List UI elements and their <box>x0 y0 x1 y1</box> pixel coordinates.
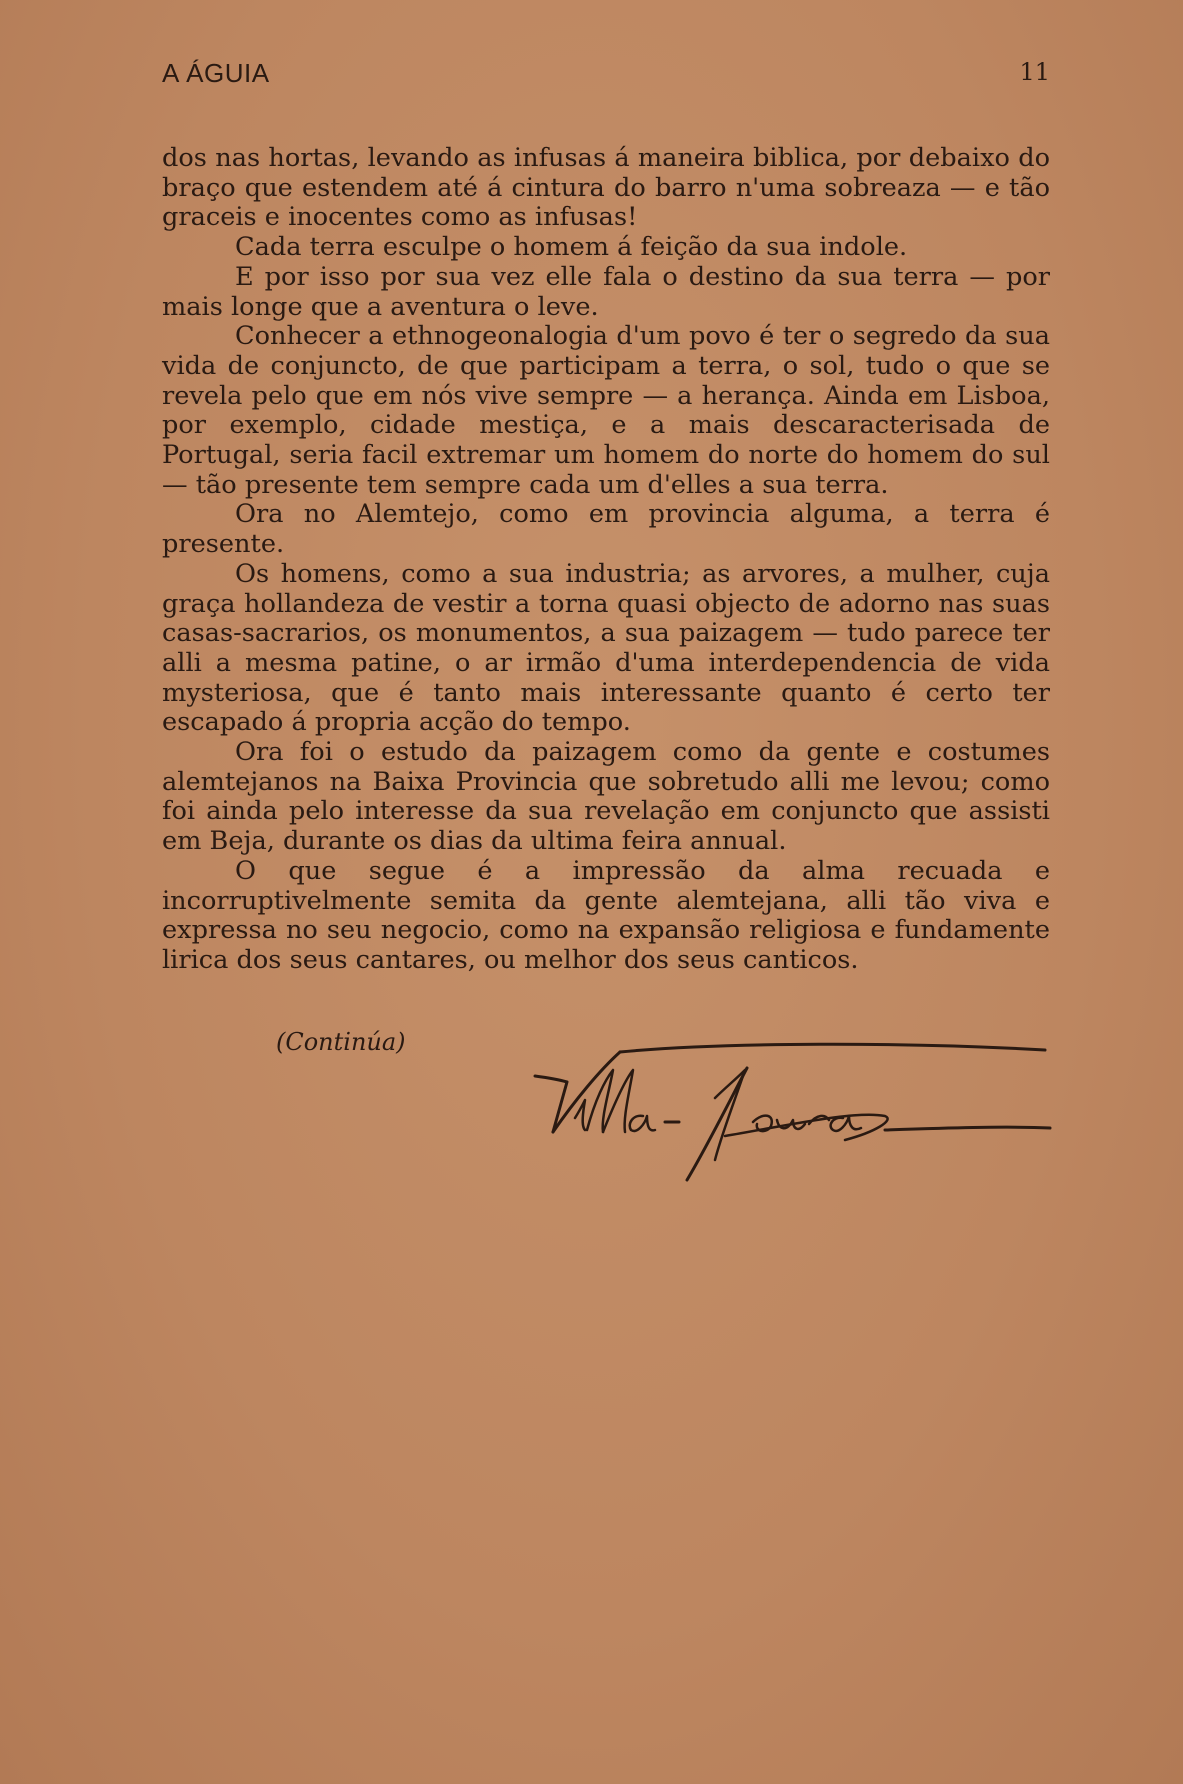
paragraph: dos nas hortas, levando as infusas á maneira biblica, por debaixo do braço que estendem até á cintura do barro n'uma sobreaza — e tão graceis e inocentes como as infusas! <box>162 143 1050 233</box>
handwritten-signature <box>525 1040 1055 1190</box>
paragraph: Conhecer a ethnogeonalogia d'um povo é ter o segredo da sua vida de conjuncto, de que participam a terra, o sol, tudo o que se revela pelo que em nós vive sempre — a herança. Ainda em Lisboa, por exemplo, cidade mestiça, e a mais descaracterisada de Portugal, seria facil extremar um homem do norte do homem do sul — tão presente tem sempre cada um d'elles a sua terra. <box>162 321 1050 500</box>
signature-drawing <box>525 1040 1055 1190</box>
paragraph: O que segue é a impressão da alma recuada e incorruptivelmente semita da gente alemtejana, alli tão viva e expressa no seu negocio, como na expansão religiosa e fundamente lirica dos seus cantares, ou melhor dos seus canticos. <box>162 855 1050 975</box>
page-number: 11 <box>1019 58 1050 86</box>
body-text <box>162 144 1050 976</box>
paragraph: Ora no Alemtejo, como em provincia alguma, a terra é presente. <box>162 499 1050 560</box>
running-title: A ÁGUIA <box>162 58 270 88</box>
paragraph: Os homens, como a sua industria; as arvores, a mulher, cuja graça hollandeza de vestir a torna quasi objecto de adorno nas suas casas-sacrarios, os monumentos, a sua paizagem — tudo parece ter alli a mesma patine, o ar irmão d'uma interdependencia de vida mysteriosa, que é tanto mais interessante quanto é certo ter escapado á propria acção do tempo. <box>162 558 1050 738</box>
paragraph: E por isso por sua vez elle fala o destino da sua terra — por mais longe que a aventura o leve. <box>162 261 1050 322</box>
paragraph: Ora foi o estudo da paizagem como da gente e costumes alemtejanos na Baixa Provincia que sobretudo alli me levou; como foi ainda pelo interesse da sua revelação em conjuncto que assisti em Beja, durante os dias da ultima feira annual. <box>162 737 1050 857</box>
continued-note: (Continúa) <box>276 1028 406 1056</box>
paragraph: Cada terra esculpe o homem á feição da sua indole. <box>235 232 908 263</box>
page-header <box>162 58 1050 94</box>
